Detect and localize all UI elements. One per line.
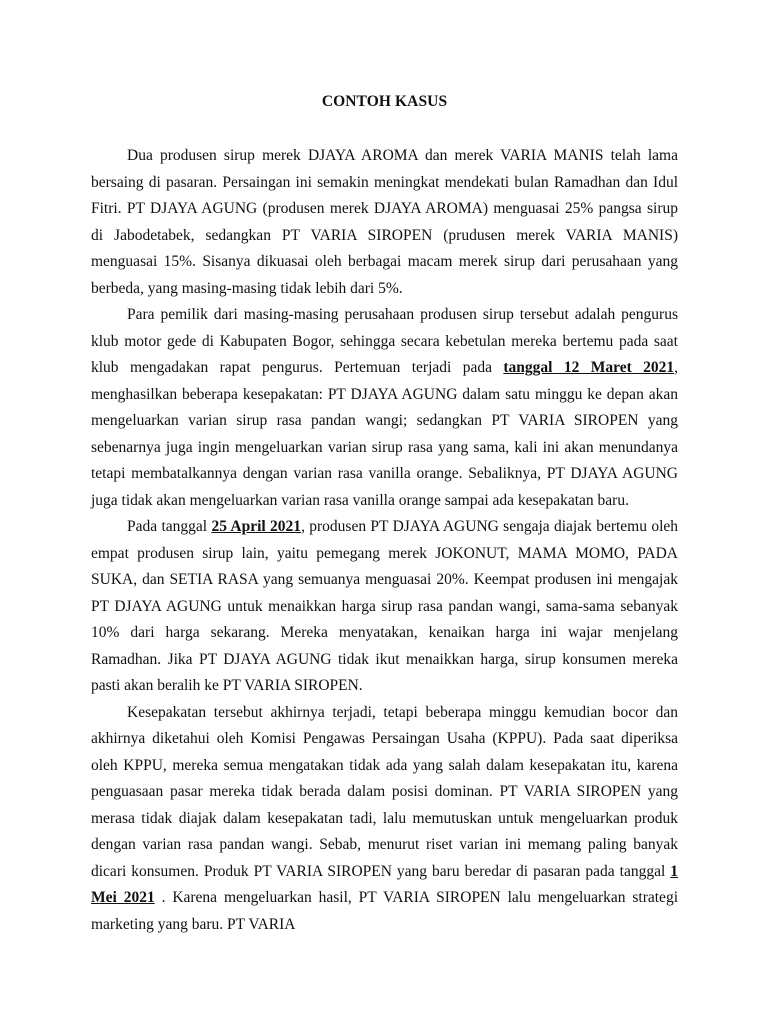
- paragraph-2: [91, 302, 678, 514]
- april-date-highlight: 25 April 2021: [211, 518, 302, 535]
- meeting-date-highlight: tanggal 12 Maret 2021: [503, 359, 675, 376]
- paragraph-1-text: Dua produsen sirup merek DJAYA AROMA dan merek VARIA MANIS telah lama bersaing di pasaran. Persaingan ini semakin meningkat mendekati bulan Ramadhan dan Idul Fitri. PT DJAYA AGUNG (produsen merek DJAYA AROMA) menguasai 25% pangsa sirup di Jabodetabek, sedangkan PT VARIA SIROPEN (prudusen merek VARIA MANIS) menguasai 15%. Sisanya dikuasai oleh berbagai macam merek sirup dari perusahaan yang berbeda, yang masing-masing tidak lebih dari 5%.: [91, 147, 678, 297]
- paragraph-1: [91, 143, 678, 302]
- document-title: CONTOH KASUS: [321, 93, 448, 110]
- document-body: [91, 143, 678, 938]
- paragraph-3: [91, 514, 678, 700]
- paragraph-4-text-end: . Karena mengeluarkan hasil, PT VARIA SIROPEN lalu mengeluarkan strategi marketing yang baru. PT VARIA: [91, 889, 678, 933]
- paragraph-2-text-end: , menghasilkan beberapa kesepakatan: PT DJAYA AGUNG dalam satu minggu ke depan akan mengeluarkan varian sirup rasa pandan wangi; sedangkan PT VARIA SIROPEN yang sebenarnya juga ingin mengeluarkan varian sirup rasa yang sama, kali ini akan menundanya tetapi membatalkannya dengan varian rasa vanilla orange. Sebaliknya, PT DJAYA AGUNG juga tidak akan mengeluarkan varian rasa vanilla orange sampai ada kesepakatan baru.: [91, 359, 678, 509]
- may-date-highlight: 1 Mei 2021: [91, 862, 678, 906]
- paragraph-3-text-start: Pada tanggal: [127, 518, 212, 535]
- paragraph-4-text-start: Kesepakatan tersebut akhirnya terjadi, tetapi beberapa minggu kemudian bocor dan akhirnya diketahui oleh Komisi Pengawas Persaingan Usaha (KPPU). Pada saat diperiksa oleh KPPU, mereka semua mengatakan tidak ada yang salah dalam kesepakatan itu, karena penguasaan pasar mereka tidak berada dalam posisi dominan. PT VARIA SIROPEN yang merasa tidak diajak dalam kesepakatan tadi, lalu memutuskan untuk mengeluarkan produk dengan varian rasa pandan wangi. Sebab, menurut riset varian ini memang paling banyak dicari konsumen. Produk PT VARIA SIROPEN yang baru beredar di pasaran pada tanggal: [91, 703, 678, 880]
- paragraph-3-text-end: , produsen PT DJAYA AGUNG sengaja diajak bertemu oleh empat produsen sirup lain, yaitu pemegang merek JOKONUT, MAMA MOMO, PADA SUKA, dan SETIA RASA yang semuanya menguasai 20%. Keempat produsen ini mengajak PT DJAYA AGUNG untuk menaikkan harga sirup rasa pandan wangi, sama-sama sebanyak 10% dari harga sekarang. Mereka menyatakan, kenaikan harga ini wajar menjelang Ramadhan. Jika PT DJAYA AGUNG tidak ikut menaikkan harga, sirup konsumen mereka pasti akan beralih ke PT VARIA SIROPEN.: [91, 518, 678, 694]
- paragraph-2-text-start: Para pemilik dari masing-masing perusahaan produsen sirup tersebut adalah pengurus klub motor gede di Kabupaten Bogor, sehingga secara kebetulan mereka bertemu pada saat klub mengadakan rapat pengurus. Pertemuan terjadi pada: [91, 306, 678, 376]
- paragraph-4: [91, 700, 678, 939]
